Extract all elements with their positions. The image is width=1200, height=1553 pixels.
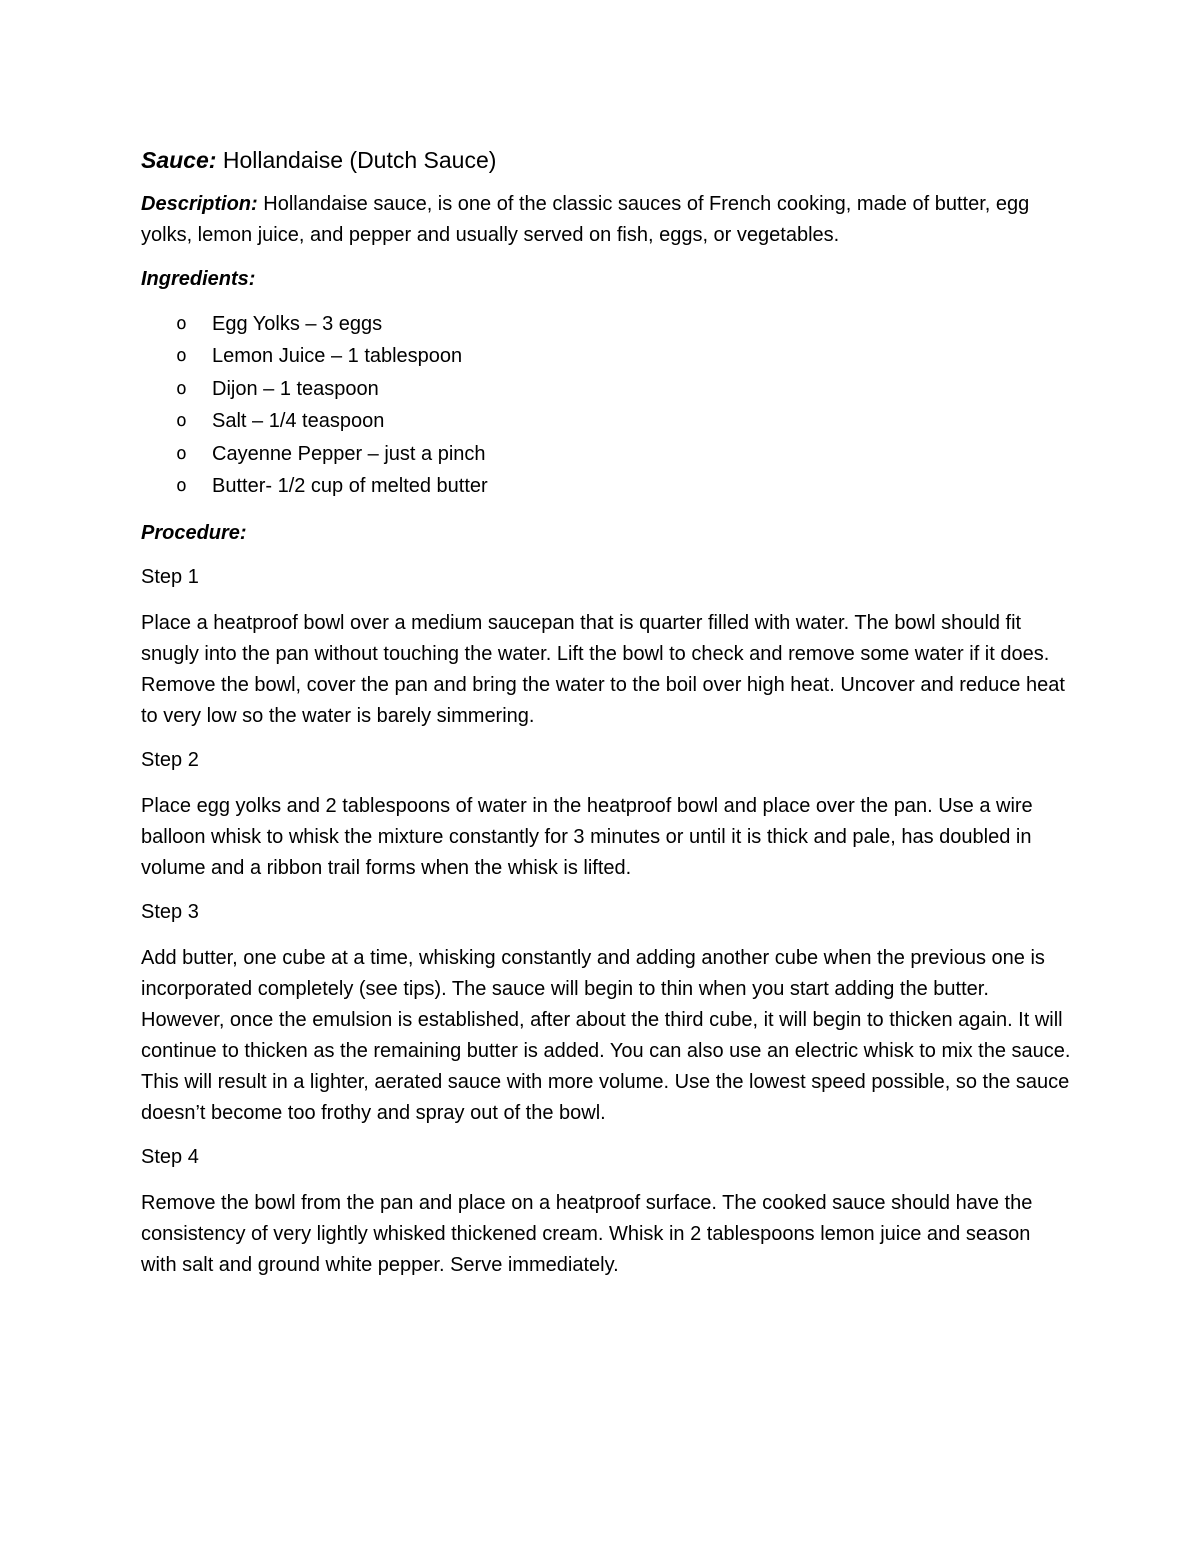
ingredient-text: Butter- 1/2 cup of melted butter: [212, 475, 488, 498]
recipe-title: [141, 143, 1071, 177]
ingredient-text: Dijon – 1 teaspoon: [212, 377, 379, 400]
step-heading: Step 4: [141, 1146, 199, 1169]
ingredient-text: Lemon Juice – 1 tablespoon: [212, 345, 463, 368]
ingredient-item: [141, 405, 1071, 437]
title-text: Hollandaise (Dutch Sauce): [222, 147, 497, 173]
description-label: Description:: [141, 193, 258, 215]
step-text: Remove the bowl from the pan and place on a heatproof surface. The cooked sauce should have the consistency of very lightly whisked thickened cream. Whisk in 2 tablespoons lemon juice and season with salt and ground white pepper. Serve immediately.: [141, 1192, 1033, 1277]
ingredients-list: [141, 308, 1071, 502]
step-heading: Step 3: [141, 901, 199, 924]
bullet-icon: o: [176, 313, 187, 334]
bullet-icon: o: [176, 345, 187, 367]
description-paragraph: [141, 189, 1071, 251]
ingredients-label: Ingredients:: [141, 268, 256, 290]
ingredient-text: Cayenne Pepper – just a pinch: [212, 442, 486, 465]
title-label: Sauce:: [141, 147, 217, 173]
ingredient-item: [141, 438, 1071, 470]
ingredient-text: Salt – 1/4 teaspoon: [212, 410, 385, 433]
step-text: Place a heatproof bowl over a medium saucepan that is quarter filled with water. The bowl should fit snugly into the pan without touching the water. Lift the bowl to check and remove some water if it does. Remove the bowl, cover the pan and bring the water to the boil over high heat. Uncover and reduce heat to very low so the water is barely simmering.: [141, 612, 1065, 728]
step-text: Add butter, one cube at a time, whisking constantly and adding another cube when the previous one is incorporated completely (see tips). The sauce will begin to thin when you start adding the butter. However, once the emulsion is established, after about the third cube, it will begin to thicken again. It will continue to thicken as the remaining butter is added. You can also use an electric whisk to mix the sauce. This will result in a lighter, aerated sauce with more volume. Use the lowest speed possible, so the sauce doesn’t become too frothy and spray out of the bowl.: [141, 947, 1071, 1125]
description-text: Hollandaise sauce, is one of the classic sauces of French cooking, made of butter, egg yolks, lemon juice, and pepper and usually served on fish, eggs, or vegetables.: [141, 193, 1030, 246]
bullet-icon: o: [176, 377, 187, 399]
ingredient-item: [141, 470, 1071, 502]
ingredient-item: [141, 340, 1071, 372]
bullet-icon: o: [176, 410, 187, 432]
ingredient-item: [141, 373, 1071, 405]
ingredient-text: Egg Yolks – 3 eggs: [212, 313, 383, 335]
step-heading: Step 2: [141, 749, 199, 772]
bullet-icon: o: [176, 442, 187, 464]
step-heading: Step 1: [141, 566, 199, 589]
document-page: [141, 143, 1071, 1294]
procedure-label: Procedure:: [141, 522, 247, 545]
procedure-heading: [141, 518, 1071, 549]
ingredient-item: [141, 308, 1071, 340]
step-text: Place egg yolks and 2 tablespoons of water in the heatproof bowl and place over the pan. Use a wire balloon whisk to whisk the mixture constantly for 3 minutes or until it is thick and pale, has doubled in volume and a ribbon trail forms when the whisk is lifted.: [141, 795, 1033, 880]
ingredients-heading: [141, 264, 1071, 295]
bullet-icon: o: [176, 475, 187, 497]
